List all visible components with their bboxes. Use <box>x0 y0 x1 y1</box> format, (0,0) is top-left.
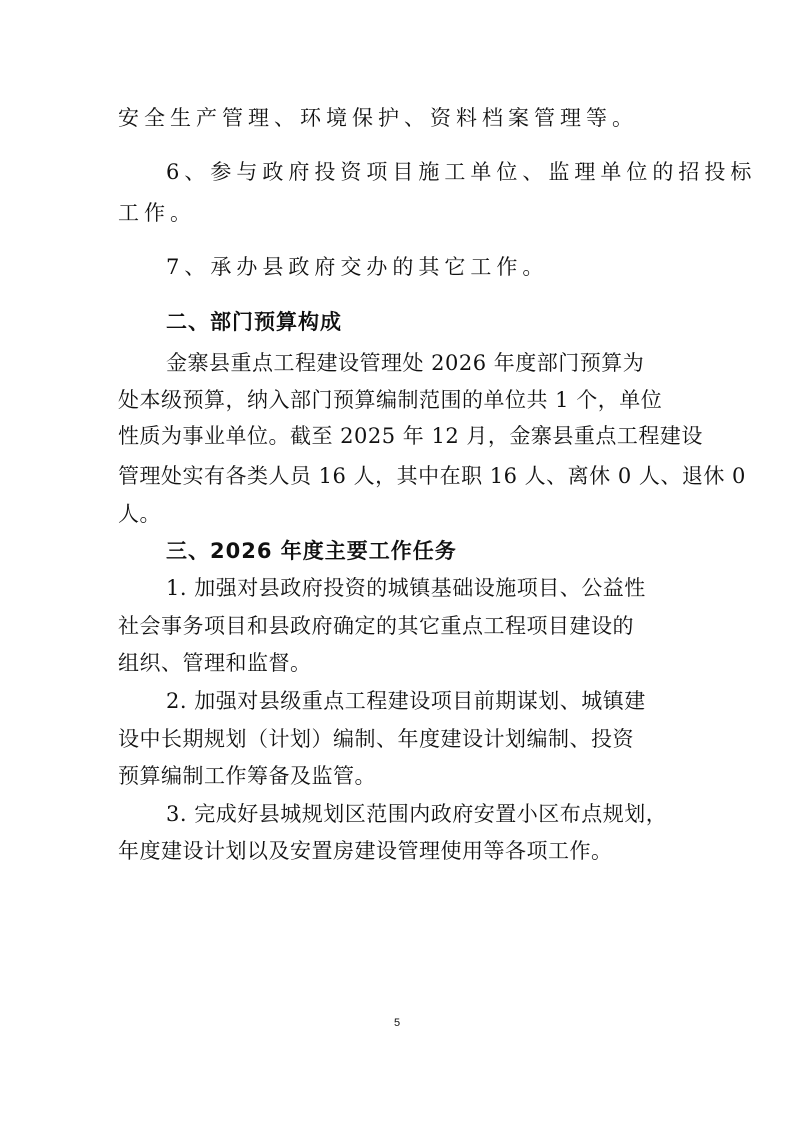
paragraph-line: 1. 加强对县政府投资的城镇基础设施项目、公益性 <box>166 576 646 600</box>
paragraph-line: 年度建设计划以及安置房建设管理使用等各项工作。 <box>118 839 613 863</box>
section-heading: 二、部门预算构成 <box>166 310 342 334</box>
paragraph-line: 人。 <box>118 502 161 526</box>
paragraph-line: 设中长期规划（计划）编制、年度建设计划编制、投资 <box>118 727 634 751</box>
paragraph-line: 预算编制工作筹备及监管。 <box>118 764 376 788</box>
paragraph-line: 6、参与政府投资项目施工单位、监理单位的招投标 <box>166 160 757 184</box>
paragraph-line: 7、承办县政府交办的其它工作。 <box>166 255 549 279</box>
paragraph-line: 管理处实有各类人员 16 人，其中在职 16 人、离休 0 人、退休 0 <box>118 464 746 488</box>
paragraph-line: 社会事务项目和县政府确定的其它重点工程项目建设的 <box>118 614 634 638</box>
paragraph-line: 处本级预算，纳入部门预算编制范围的单位共 1 个，单位 <box>118 388 663 412</box>
paragraph-line: 性质为事业单位。截至 2025 年 12 月，金寨县重点工程建设 <box>118 424 703 448</box>
section-heading: 三、2026 年度主要工作任务 <box>166 539 457 563</box>
paragraph-line: 组织、管理和监督。 <box>118 651 312 675</box>
paragraph-line: 金寨县重点工程建设管理处 2026 年度部门预算为 <box>166 351 645 375</box>
paragraph-line: 工作。 <box>118 201 196 225</box>
paragraph-line: 安全生产管理、环境保护、资料档案管理等。 <box>118 106 638 130</box>
page-number: 5 <box>393 1017 401 1029</box>
paragraph-line: 3. 完成好县城规划区范围内政府安置小区布点规划， <box>166 802 668 826</box>
paragraph-line: 2. 加强对县级重点工程建设项目前期谋划、城镇建 <box>166 689 646 713</box>
